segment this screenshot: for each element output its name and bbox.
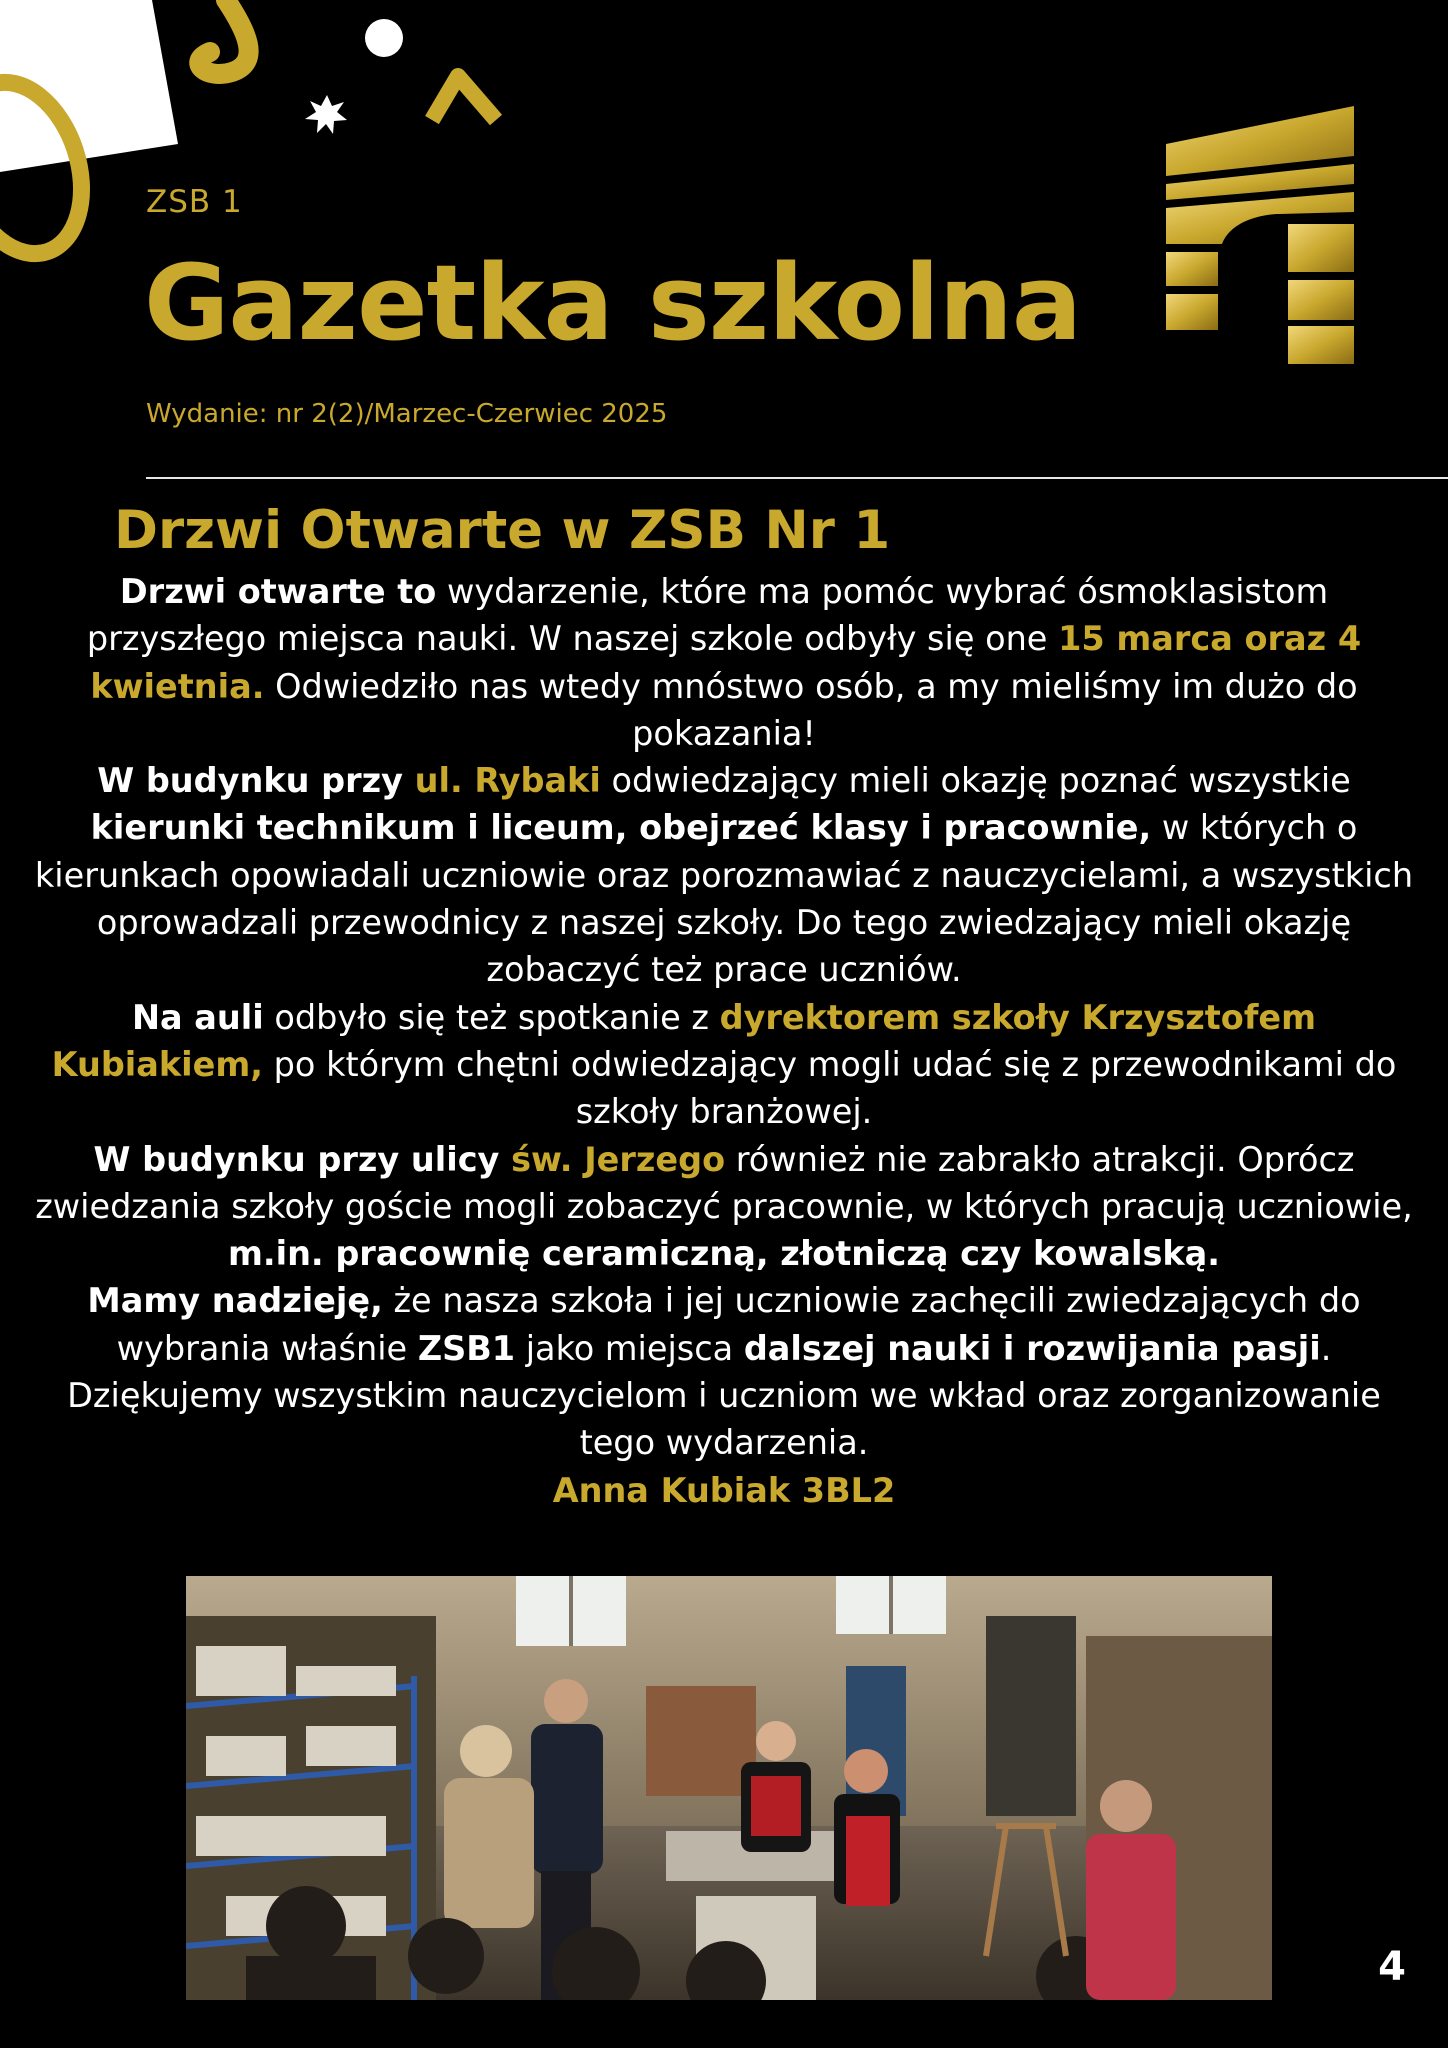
p5-text-end: . Dziękujemy wszystkim nauczycielom i uczniom we wkład oraz zorganizowanie tego wydarzenia.	[67, 1328, 1381, 1463]
white-star-shape	[305, 95, 347, 134]
gold-caret-shape	[432, 76, 496, 120]
p2-bold-lead: W budynku przy	[97, 761, 415, 801]
arch-logo	[1160, 104, 1360, 366]
page-number: 4	[1378, 1944, 1406, 1990]
workshop-photo	[186, 1576, 1272, 2000]
p5-bold-school: ZSB1	[417, 1328, 516, 1368]
p3-director: dyrektorem szkoły Krzysztofem Kubiakiem,	[51, 997, 1317, 1084]
p1-bold-lead: Drzwi otwarte to	[119, 572, 437, 611]
school-name: ZSB 1	[146, 184, 243, 220]
edition-info: Wydanie: nr 2(2)/Marzec-Czerwiec 2025	[146, 399, 668, 429]
article-author: Anna Kubiak 3BL2	[552, 1470, 896, 1510]
white-dot-shape	[365, 19, 403, 57]
paragraph-4	[30, 1136, 1418, 1278]
gold-hook-shape	[199, 0, 248, 74]
article-body	[30, 568, 1418, 1514]
p5-bold-lead: Mamy nadzieję,	[87, 1281, 383, 1321]
p4-bold-lead: W budynku przy ulicy	[93, 1139, 512, 1179]
p2-text: odwiedzający mieli okazję poznać wszystkie	[600, 761, 1351, 801]
p4-street: św. Jerzego	[511, 1139, 726, 1179]
header-divider	[146, 477, 1448, 479]
p5-text: że nasza szkoła i jej uczniowie zachęcili zwiedzających do wybrania właśnie	[116, 1281, 1361, 1368]
p2-text-end: w których o kierunkach opowiadali uczniowie oraz porozmawiać z nauczycielami, a wszystkich oprowadzali przewodnicy z naszej szkoły. Do tego zwiedzający mieli okazję zobaczyć też prace uczniów.	[34, 808, 1414, 990]
p3-text: odbyło się też spotkanie z	[263, 997, 720, 1037]
p3-text-end: po którym chętni odwiedzający mogli udać się z przewodnikami do szkoły branżowej.	[263, 1044, 1397, 1132]
p4-bold-workshops: m.in. pracownię ceramiczną, złotniczą czy kowalską.	[227, 1234, 1221, 1274]
paragraph-1	[30, 568, 1418, 757]
p4-text: również nie zabrakło atrakcji. Oprócz zwiedzania szkoły goście mogli zobaczyć pracownie, w których pracują uczniowie,	[35, 1139, 1413, 1226]
p1-dates: 15 marca oraz 4 kwietnia.	[90, 619, 1362, 706]
article-title: Drzwi Otwarte w ZSB Nr 1	[114, 500, 891, 561]
p3-bold-lead: Na auli	[131, 997, 264, 1037]
p2-bold-programs: kierunki technikum i liceum, obejrzeć klasy i pracownie,	[90, 808, 1152, 848]
p1-text: wydarzenie, które ma pomóc wybrać ósmoklasistom przyszłego miejsca nauki. W naszej szkole odbyły się one	[86, 572, 1329, 659]
newspaper-title: Gazetka szkolna	[144, 242, 1081, 364]
paragraph-2	[30, 757, 1418, 993]
p5-bold-goal: dalszej nauki i rozwijania pasji	[743, 1328, 1321, 1368]
paragraph-5	[30, 1277, 1418, 1466]
p5-text-mid: jako miejsca	[515, 1328, 744, 1368]
paragraph-3	[30, 994, 1418, 1136]
p1-text-end: Odwiedziło nas wtedy mnóstwo osób, a my mieliśmy im dużo do pokazania!	[264, 666, 1358, 753]
p2-street: ul. Rybaki	[414, 761, 601, 801]
